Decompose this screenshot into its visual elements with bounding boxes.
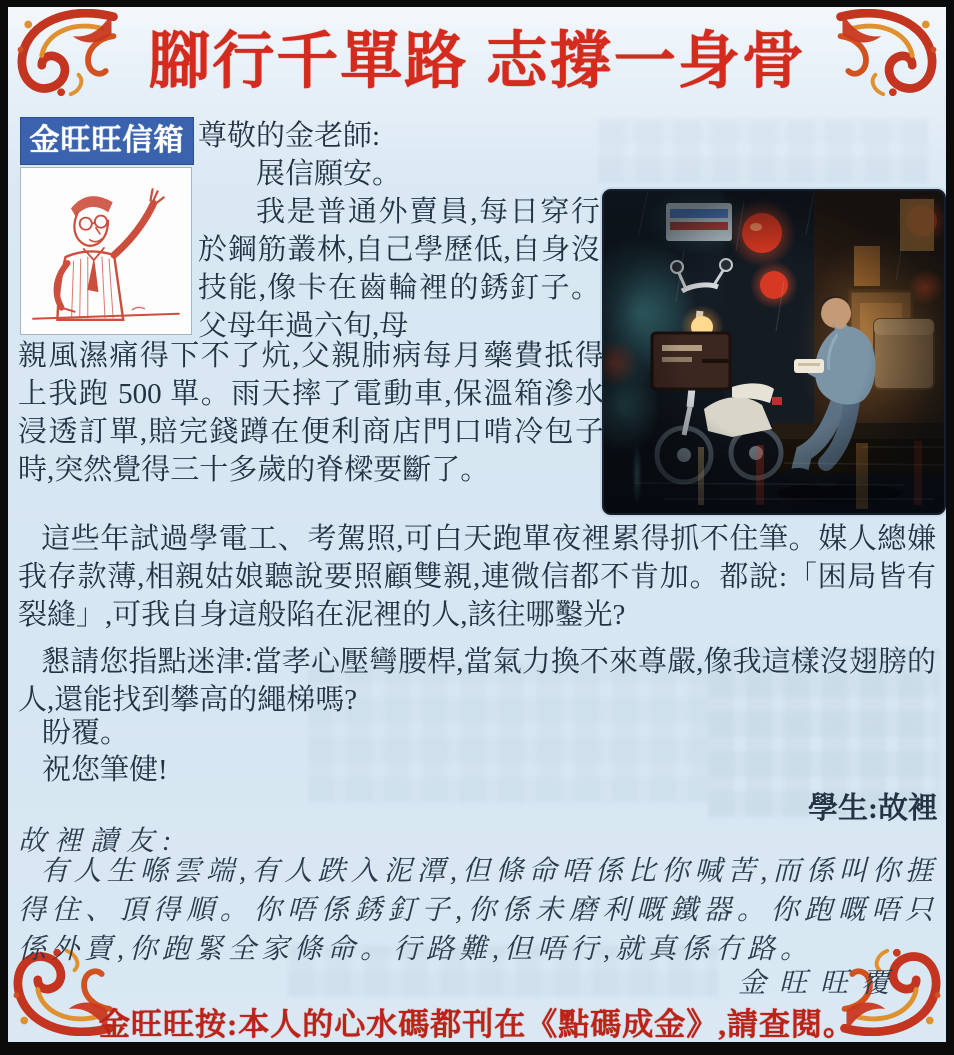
- page-title: 腳行千單路 志撐一身骨: [148, 28, 806, 96]
- letter-paragraph: [18, 643, 936, 719]
- ghost-print: [598, 119, 928, 183]
- reply-signature: 金旺旺覆: [737, 968, 902, 999]
- letter-greeting: 展信願安。: [256, 158, 402, 190]
- letter-closing: 盼覆。: [42, 717, 130, 749]
- letter-closing: 祝您筆健!: [42, 754, 168, 786]
- delivery-night-photo: [604, 191, 944, 513]
- letter-salutation: 尊敬的金老師:: [198, 120, 381, 152]
- letter-signature: 學生:故裡: [808, 792, 938, 825]
- advisor-cartoon-icon: [20, 167, 192, 335]
- reply-text: 有人生喺雲端,有人跌入泥潭,但條命唔係比你喊苦,而係叫你捱得住、頂得順。你唔係銹釘子,你係未磨利嘅鐵器。你跑嘅唔只係外賣,你跑緊全家條命。行路難,但唔行,就真係冇路。: [18, 856, 938, 965]
- letter-paragraph: 我是普通外賣員,每日穿行於鋼筋叢林,自己學歷低,自身沒技能,像卡在齒輪裡的銹釘子。父母年過六旬,母: [198, 196, 600, 342]
- letter-paragraph-text: 親風濕痛得下不了炕,父親肺病每月藥費抵得上我跑 500 單。雨天摔了電動車,保溫箱滲水浸透訂單,賠完錢蹲在便利商店門口啃冷包子時,突然覺得三十多歲的脊樑要斷了。: [18, 340, 604, 486]
- letter-paragraph: [18, 337, 604, 489]
- editor-note: 金旺旺按:本人的心水碼都刊在《點碼成金》,請查閱。: [98, 1007, 856, 1042]
- letter-paragraph-text: 這些年試過學電工、考駕照,可白天跑單夜裡累得抓不住筆。媒人總嫌我存款薄,相親姑娘聽說要照顧雙親,連微信都不肯加。都說:「困局皆有裂縫」,可我自身這般陷在泥裡的人,該往哪鑿光?: [18, 523, 936, 631]
- letter-opening: [198, 117, 600, 345]
- reply-salutation: 故裡讀友:: [18, 826, 180, 857]
- letter-paragraph: [18, 520, 936, 634]
- reply-body: [18, 852, 938, 969]
- clipping-inner: [8, 7, 946, 1042]
- letter-paragraph-text: 懇請您指點迷津:當孝心壓彎腰桿,當氣力換不來尊嚴,像我這樣沒翅膀的人,還能找到攀高的繩梯嗎?: [18, 646, 936, 716]
- column-name-badge: 金旺旺信箱: [20, 117, 194, 165]
